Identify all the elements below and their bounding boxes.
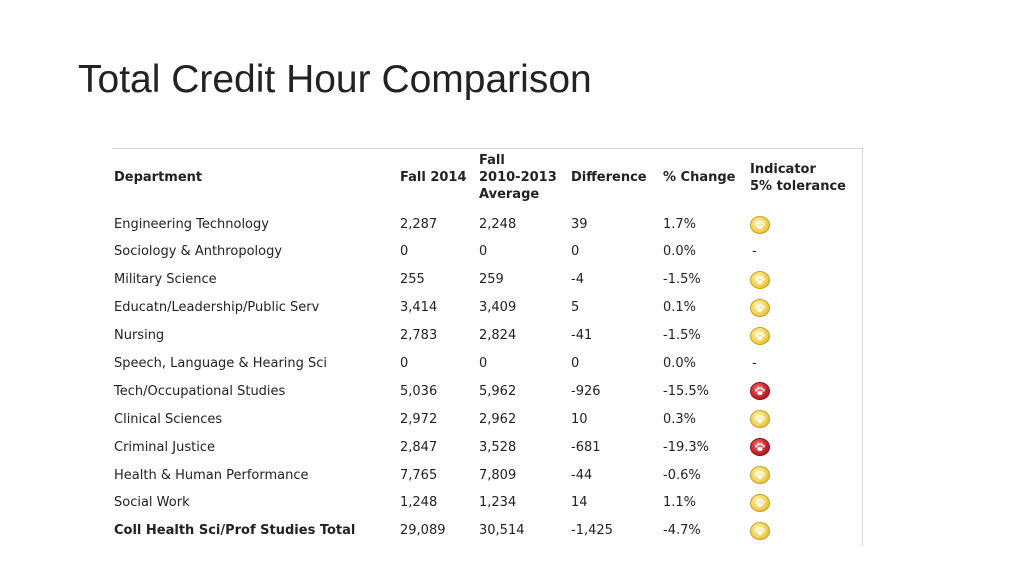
cell-average: 2,824	[479, 328, 517, 344]
cell-difference: -44	[571, 467, 593, 483]
cell-difference: 14	[571, 495, 588, 511]
cell-average: 2,248	[479, 217, 517, 232]
cell-difference: 10	[571, 411, 588, 427]
cell-fall-2014: 2,847	[400, 439, 438, 455]
cell-department: Speech, Language & Hearing Sci	[114, 356, 328, 371]
cell-pct-change: -15.5%	[663, 383, 709, 399]
cell-indicator	[750, 461, 862, 489]
cell-difference: 0	[571, 356, 580, 371]
cell-pct-change: -4.7%	[663, 523, 701, 539]
cell-average: 3,528	[479, 439, 517, 455]
header-pct-change: % Change	[663, 170, 736, 185]
cell-department: Health & Human Performance	[114, 467, 309, 483]
indicator-dash: -	[752, 244, 757, 260]
table-row	[112, 322, 862, 350]
cell-average: 259	[479, 272, 504, 288]
table-row	[112, 489, 862, 517]
cell-pct-change: 0.0%	[663, 356, 697, 371]
cell-pct-change: 1.7%	[663, 217, 697, 232]
cell-difference: -1,425	[571, 523, 613, 539]
cell-indicator	[750, 322, 862, 350]
cell-fall-2014: 7,765	[400, 467, 438, 483]
paw-print-icon	[754, 219, 766, 231]
header-fall-2014: Fall 2014	[400, 170, 467, 185]
table-row	[112, 294, 862, 322]
gold-paw-badge-icon	[750, 299, 770, 317]
cell-difference: 5	[571, 300, 580, 316]
cell-fall-2014: 1,248	[400, 495, 438, 511]
gold-paw-badge-icon	[750, 216, 770, 234]
cell-fall-2014: 2,287	[400, 217, 438, 232]
header-indicator-line1: Indicator	[750, 161, 816, 177]
paw-print-icon	[754, 441, 766, 453]
table-body	[112, 203, 862, 545]
cell-average: 1,234	[479, 495, 517, 511]
cell-difference: 0	[571, 244, 580, 260]
cell-difference: -681	[571, 439, 601, 455]
cell-indicator	[750, 377, 862, 405]
cell-average: 30,514	[479, 523, 525, 539]
comparison-table-frame	[112, 148, 863, 546]
cell-difference: -4	[571, 272, 584, 288]
table-row	[112, 405, 862, 433]
cell-department: Military Science	[114, 272, 217, 288]
cell-fall-2014: 255	[400, 272, 425, 288]
cell-fall-2014: 5,036	[400, 383, 438, 399]
cell-fall-2014: 29,089	[400, 523, 446, 539]
gold-paw-badge-icon	[750, 410, 770, 428]
gold-paw-badge-icon	[750, 327, 770, 345]
cell-indicator	[750, 489, 862, 517]
header-indicator-line2: 5% tolerance	[750, 178, 846, 194]
cell-department: Clinical Sciences	[114, 411, 223, 427]
cell-difference: 39	[571, 217, 588, 232]
gold-paw-badge-icon	[750, 522, 770, 540]
paw-print-icon	[754, 525, 766, 537]
cell-indicator	[750, 350, 862, 378]
cell-difference: -926	[571, 383, 601, 399]
paw-print-icon	[754, 385, 766, 397]
indicator-dash: -	[752, 356, 757, 371]
cell-average: 3,409	[479, 300, 517, 316]
header-difference: Difference	[571, 170, 647, 185]
cell-difference: -41	[571, 328, 593, 344]
table-row	[112, 433, 862, 461]
cell-department: Social Work	[114, 495, 190, 511]
cell-pct-change: -19.3%	[663, 439, 709, 455]
cell-fall-2014: 0	[400, 244, 409, 260]
cell-department: Engineering Technology	[114, 217, 269, 232]
header-department: Department	[114, 170, 203, 185]
table-row	[112, 203, 862, 238]
cell-pct-change: -0.6%	[663, 467, 701, 483]
cell-pct-change: -1.5%	[663, 272, 701, 288]
cell-pct-change: 1.1%	[663, 495, 697, 511]
cell-department: Coll Health Sci/Prof Studies Total	[114, 523, 356, 539]
red-paw-badge-icon	[750, 382, 770, 400]
cell-indicator	[750, 433, 862, 461]
cell-average: 0	[479, 244, 488, 260]
header-average-line3: Average	[479, 187, 540, 202]
cell-pct-change: -1.5%	[663, 328, 701, 344]
cell-indicator	[750, 238, 862, 266]
cell-pct-change: 0.0%	[663, 244, 697, 260]
table-header-row	[112, 152, 862, 203]
cell-average: 0	[479, 356, 488, 371]
table-row	[112, 238, 862, 266]
cell-department: Educatn/Leadership/Public Serv	[114, 300, 320, 316]
cell-indicator	[750, 294, 862, 322]
gold-paw-badge-icon	[750, 494, 770, 512]
slide-title: Total Credit Hour Comparison	[78, 58, 592, 101]
cell-average: 5,962	[479, 383, 517, 399]
cell-pct-change: 0.3%	[663, 411, 697, 427]
table-top-rule	[112, 148, 862, 149]
cell-indicator	[750, 203, 862, 238]
cell-department: Nursing	[114, 328, 165, 344]
gold-paw-badge-icon	[750, 271, 770, 289]
table-row	[112, 266, 862, 294]
cell-fall-2014: 3,414	[400, 300, 438, 316]
cell-average: 2,962	[479, 411, 517, 427]
paw-print-icon	[754, 274, 766, 286]
cell-department: Tech/Occupational Studies	[114, 383, 286, 399]
table-row	[112, 350, 862, 378]
cell-fall-2014: 2,783	[400, 328, 438, 344]
cell-indicator	[750, 517, 862, 545]
cell-department: Criminal Justice	[114, 439, 215, 455]
cell-indicator	[750, 405, 862, 433]
cell-indicator	[750, 266, 862, 294]
paw-print-icon	[754, 302, 766, 314]
gold-paw-badge-icon	[750, 466, 770, 484]
header-average-line2: 2010-2013	[479, 170, 557, 185]
paw-print-icon	[754, 330, 766, 342]
credit-hour-table	[112, 152, 862, 545]
table-total-row	[112, 517, 862, 545]
cell-fall-2014: 0	[400, 356, 409, 371]
paw-print-icon	[754, 469, 766, 481]
paw-print-icon	[754, 497, 766, 509]
table-row	[112, 461, 862, 489]
paw-print-icon	[754, 413, 766, 425]
cell-average: 7,809	[479, 467, 517, 483]
cell-pct-change: 0.1%	[663, 300, 697, 316]
table-row	[112, 377, 862, 405]
header-average	[479, 152, 571, 203]
cell-department: Sociology & Anthropology	[114, 244, 283, 260]
cell-fall-2014: 2,972	[400, 411, 438, 427]
red-paw-badge-icon	[750, 438, 770, 456]
header-average-line1: Fall	[479, 153, 505, 168]
header-indicator	[750, 152, 862, 203]
